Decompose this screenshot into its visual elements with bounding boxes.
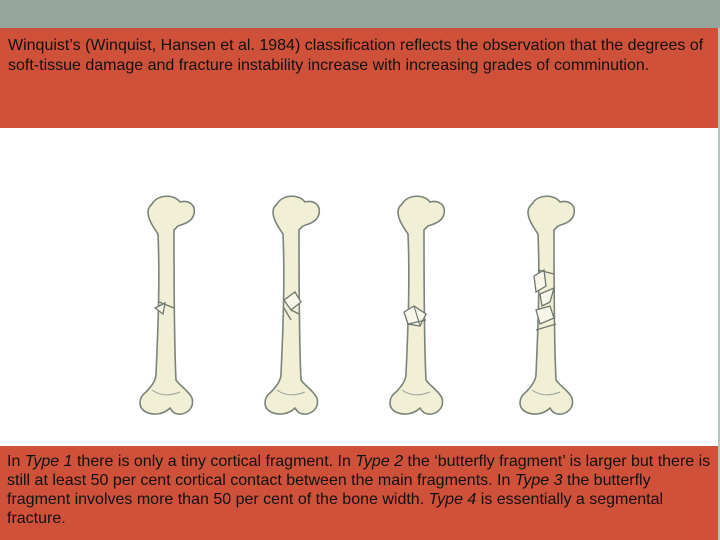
femur-type-4-bone <box>520 196 574 414</box>
header-text-box <box>0 28 718 128</box>
caption-part: is essentially a segmental fracture. <box>7 491 664 527</box>
femur-type-2-bone <box>265 196 319 414</box>
caption-type-3: Type 3 <box>514 472 563 489</box>
header-text: Winquist’s (Winquist, Hansen et al. 1984) classification reflects the observation that the degrees of soft-tissue damage and fracture instability increase with increasing grades of comminution. <box>8 37 704 74</box>
femur-type-3-bone <box>390 196 444 414</box>
top-accent-bar <box>0 0 720 28</box>
caption-part: In <box>7 453 25 470</box>
caption-type-2: Type 2 <box>355 453 404 470</box>
caption-type-4: Type 4 <box>428 491 477 508</box>
caption-box <box>0 446 718 540</box>
caption-part: the ‘butterfly fragment’ is larger but there is still at least 50 per cent cortical contact between the main fragments. In <box>7 453 711 489</box>
femur-fracture-figure <box>130 180 590 430</box>
caption-text <box>7 453 710 527</box>
caption-type-1: Type 1 <box>24 453 73 470</box>
femur-type-1-bone <box>140 196 194 414</box>
caption-part: the butterfly fragment involves more than 50 per cent of the bone width. <box>7 472 651 508</box>
femur-illustration-icon <box>130 180 590 430</box>
caption-part: there is only a tiny cortical fragment. In <box>72 453 356 470</box>
